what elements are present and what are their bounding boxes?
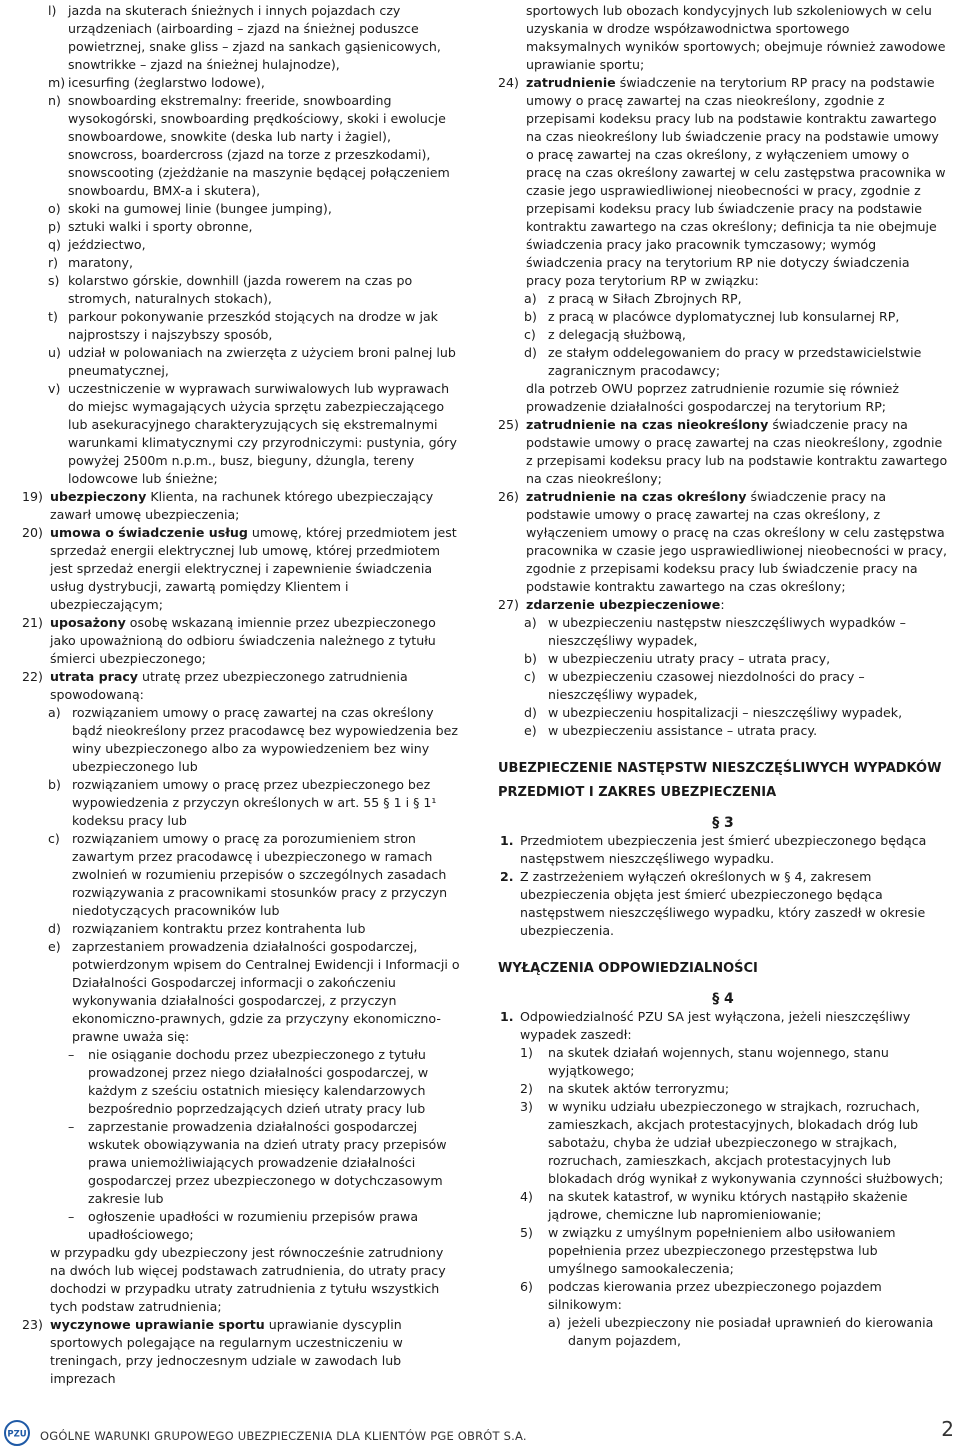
definition-27-list: [498, 614, 948, 740]
term-zdarzenie: zdarzenie ubezpieczeniowe: [526, 597, 721, 612]
list-item: b) z pracą w placówce dyplomatycznej lub konsularnej RP,: [524, 309, 900, 324]
list-item: e) zaprzestaniem prowadzenia działalności gospodarczej, potwierdzonym wpisem do Centralnej Ewidencji i Informacji o Działalności Gospodarczej informacji o zakończeniu wykonywania działalności gospodarczej, z przyczyn ekonomiczno-prawnych, gdzie za przyczyny ekonomiczno-prawne uważa się:: [48, 939, 460, 1044]
section-heading-exclusions: WYŁĄCZENIA ODPOWIEDZIALNOŚCI: [498, 961, 758, 976]
activity-item: t) parkour pokonywanie przeszkód stojących na drodze w jak najprostszy i najszybszy sposób,: [48, 309, 438, 342]
activity-item: u) udział w polowaniach na zwierzęta z użyciem broni palnej lub pneumatycznej,: [48, 345, 456, 378]
activity-item: o) skoki na gumowej linie (bungee jumping),: [48, 201, 332, 216]
dash-bullet: –: [68, 1209, 75, 1224]
paragraph-item: 2. Z zastrzeżeniem wyłączeń określonych w § 4, zakresem ubezpieczenia objęta jest śmierć ubezpieczonego będąca następstwem nieszczęśliwego wypadku, który zaszedł w okresie ubezpieczenia.: [500, 869, 926, 938]
section-heading-nnw: UBEZPIECZENIE NASTĘPSTW NIESZCZĘŚLIWYCH WYPADKÓW: [498, 761, 942, 776]
activity-item: n) snowboarding ekstremalny: freeride, snowboarding wysokogórski, snowboarding prędkościowy, skoki i ewolucje snowboardowe, snowkite (deska lub narty i żagiel), snowcross, boardercross (zjazd na torze z przeszkodami), snowscooting (zjeżdżanie na maszynie będącej połączeniem snowboardu, BMX-a i skutera),: [48, 93, 450, 198]
list-item: c) z delegacją służbową,: [524, 327, 686, 342]
activity-item: l) jazda na skuterach śnieżnych i innych pojazdach czy urządzeniach (airboarding – zjazd na śnieżnej poduszce powietrznej, snake gliss – zjazd na sankach gąsienicowych, snowtrikke – zjazd na śnieżnej hulajnodze),: [48, 3, 441, 72]
list-item: a) z pracą w Siłach Zbrojnych RP,: [524, 291, 742, 306]
definition-27: 27) zdarzenie ubezpieczeniowe:: [498, 597, 725, 612]
dash-item: – zaprzestanie prowadzenia działalności gospodarczej wskutek obowiązywania na dzień utraty pracy przepisów prawa uniemożliwiających prowadzenie działalności gospodarczej przez ubezpieczonego w dotychczasowym zakresie lub: [68, 1119, 447, 1206]
dash-item: – nie osiąganie dochodu przez ubezpieczonego z tytułu prowadzonej przez niego działalności gospodarczej, w każdym z sześciu ostatnich miesięcy kalendarzowych bezpośrednio poprzedzających dzień utraty pracy lub: [68, 1047, 429, 1116]
page-number: 2: [941, 1417, 954, 1441]
exclusion-item: 6) podczas kierowania przez ubezpieczonego pojazdem silnikowym:: [520, 1279, 882, 1312]
activity-item: v) uczestniczenie w wyprawach surwiwalowych lub wyprawach do miejsc wymagających użycia sprzętu zabezpieczającego lub asekuracyjnego charakteryzujących się ekstremalnymi warunkami klimatycznymi czy przyrodniczymi: pustynia, góry powyżej 2500m n.p.m., busz, bieguny, dżungla, tereny lodowcowe lub śnieżne;: [48, 381, 457, 486]
footer-title: OGÓLNE WARUNKI GRUPOWEGO UBEZPIECZENIA DLA KLIENTÓW PGE OBRÓT S.A.: [40, 1429, 527, 1443]
definition-23: 23) wyczynowe uprawianie sportu uprawianie dyscyplin sportowych polegające na regularnym uczestniczeniu w treningach, przy jednoczesnym udziale w zawodach lub imprezach: [22, 1317, 403, 1386]
definition-24-list: [498, 290, 948, 380]
definition-22-tail: w przypadku gdy ubezpieczony jest równocześnie zatrudniony na dwóch lub więcej podstawach zatrudnienia, do utraty pracy dochodzi w przypadku utraty zatrudnienia z tytułu wszystkich tych podstaw zatrudnienia;: [50, 1245, 446, 1314]
dash-item: – ogłoszenie upadłości w rozumieniu przepisów prawa upadłościowego;: [68, 1209, 419, 1242]
page-footer: [0, 1417, 960, 1450]
list-item: d) rozwiązaniem kontraktu przez kontrahenta lub: [48, 921, 366, 936]
paragraph-item: 1. Przedmiotem ubezpieczenia jest śmierć ubezpieczonego będąca następstwem nieszczęśliwego wypadku.: [500, 833, 927, 866]
list-item: d) ze stałym oddelegowaniem do pracy w przedstawicielstwie zagranicznym pracodawcy;: [524, 345, 922, 378]
term-zatrudnienie: zatrudnienie: [526, 75, 616, 90]
term-nieokreslony: zatrudnienie na czas nieokreślony: [526, 417, 769, 432]
term-okreslony: zatrudnienie na czas określony: [526, 489, 747, 504]
activity-item: q) jeździectwo,: [48, 237, 146, 252]
exclusion-item: 1) na skutek działań wojennych, stanu wojennego, stanu wyjątkowego;: [520, 1045, 889, 1078]
definition-24: 24) zatrudnienie świadczenie na terytorium RP pracy na podstawie umowy o pracę zawartej na czas nieokreślony, zgodnie z przepisami kodeksu pracy lub na podstawie kontraktu zawartego na czas nieokreślony lub świadczenie pracy na podstawie umowy o pracę zawartej na czas określony, z wyłączeniem umowy o pracę na czas określony zawartej w celu zastępstwa pracownika w czasie jego usprawiedliwionej nieobecności w pracy, zgodnie z przepisami kodeksu pracy lub świadczenie pracy na podstawie kontraktu zawartego na czas określony; definicja ta nie obejmuje świadczenia pracy jako pracownik tymczasowy; wymóg świadczenia pracy na terytorium RP nie dotyczy świadczenia pracy poza terytorium RP w związku:: [498, 75, 946, 288]
list-item: b) rozwiązaniem umowy o pracę przez ubezpieczonego bez wypowiedzenia z przyczyn określonych w art. 55 § 1 i § 1¹ kodeksu pracy lub: [48, 777, 437, 828]
definition-25: 25) zatrudnienie na czas nieokreślony świadczenie pracy na podstawie umowy o pracę zawartej na czas nieokreślony, zgodnie z przepisami kodeksu pracy lub na podstawie kontraktu zawartego na czas nieokreślony;: [498, 417, 948, 486]
right-column: [498, 2, 948, 1350]
definition-22: 22) utrata pracy utratę przez ubezpieczonego zatrudnienia spowodowaną:: [22, 669, 408, 702]
list-item: d) w ubezpieczeniu hospitalizacji – nieszczęśliwy wypadek,: [524, 705, 903, 720]
paragraph-4-mark: § 4: [712, 991, 734, 1007]
list-item: a) rozwiązaniem umowy o pracę zawartej na czas określony bądź nieokreślony przez pracodawcę bez wypowiedzenia bez winy ubezpieczonego albo za wypowiedzeniem bez winy ubezpieczonego lub: [48, 705, 459, 774]
definition-19: 19) ubezpieczony Klienta, na rachunek którego ubezpieczający zawarł umowę ubezpieczenia;: [22, 489, 434, 522]
list-item: e) w ubezpieczeniu assistance – utrata pracy.: [524, 723, 818, 738]
paragraph-4-intro: 1. Odpowiedzialność PZU SA jest wyłączona, jeżeli nieszczęśliwy wypadek zaszedł:: [500, 1009, 911, 1042]
activity-list: [22, 2, 462, 488]
definition-22-dashes: [22, 1046, 462, 1244]
definition-20: 20) umowa o świadczenie usług umowę, której przedmiotem jest sprzedaż energii elektrycznej lub umowę, której przedmiotem jest sprzedaż energii elektrycznej i zapewnienie świadczenia usług dystrybucji, zawartą pomiędzy Klientem i ubezpieczającym;: [22, 525, 457, 612]
definition-26: 26) zatrudnienie na czas określony świadczenie pracy na podstawie umowy o pracę zawartej na czas określony, z wyłączeniem umowy o pracę na czas określony w celu zastępstwa pracownika w czasie jego usprawiedliwionej nieobecności w pracy, zgodnie z przepisami kodeksu pracy lub świadczenie pracy na podstawie kontraktu zawartego na czas określony;: [498, 489, 947, 594]
dash-bullet: –: [68, 1047, 75, 1062]
definition-24-tail: dla potrzeb OWU poprzez zatrudnienie rozumie się również prowadzenie działalności gospodarczej na terytorium RP;: [526, 381, 899, 414]
paragraph-4-subitem: a) jeżeli ubezpieczony nie posiadał uprawnień do kierowania danym pojazdem,: [548, 1315, 934, 1348]
term-ubezpieczony: ubezpieczony: [50, 489, 147, 504]
definition-22-list: [22, 704, 462, 1046]
definition-21: 21) uposażony osobę wskazaną imiennie przez ubezpieczonego jako upoważnioną do odbioru świadczenia należnego z tytułu śmierci ubezpieczonego;: [22, 615, 436, 666]
term-uposazony: uposażony: [50, 615, 126, 630]
exclusion-item: 5) w związku z umyślnym popełnieniem albo usiłowaniem popełnienia przez ubezpieczonego przestępstwa lub umyślnego samookaleczenia;: [520, 1225, 896, 1276]
list-item: a) w ubezpieczeniu następstw nieszczęśliwych wypadków – nieszczęśliwy wypadek,: [524, 615, 906, 648]
term-umowa: umowa o świadczenie usług: [50, 525, 248, 540]
dash-bullet: –: [68, 1119, 75, 1134]
term-utrata-pracy: utrata pracy: [50, 669, 138, 684]
svg-text:PZU: PZU: [7, 1429, 27, 1440]
activity-item: p) sztuki walki i sporty obronne,: [48, 219, 253, 234]
pzu-logo-icon: [4, 1420, 30, 1446]
activity-item: m) icesurfing (żeglarstwo lodowe),: [48, 75, 265, 90]
activity-item: s) kolarstwo górskie, downhill (jazda rowerem na czas po stromych, naturalnych stokach),: [48, 273, 413, 306]
definition-23-cont: sportowych lub obozach kondycyjnych lub szkoleniowych w celu uzyskania w drodze współzawodnictwa sportowego maksymalnych wyników sportowych; obejmuje również zawodowe uprawianie sportu;: [526, 3, 946, 72]
term-wyczynowe: wyczynowe uprawianie sportu: [50, 1317, 265, 1332]
left-column: [22, 2, 462, 1388]
activity-item: r) maratony,: [48, 255, 133, 270]
paragraph-3-list: [498, 832, 948, 940]
exclusion-item: 3) w wyniku udziału ubezpieczonego w strajkach, rozruchach, zamieszkach, akcjach protestacyjnych, blokadach dróg lub sabotażu, chyba że udział ubezpieczonego w strajkach, rozruchach, zamieszkach, akcjach protestacyjnych lub blokadach dróg wynikał z wykonywania czynności służbowych;: [520, 1099, 944, 1186]
list-item: c) rozwiązaniem umowy o pracę za porozumieniem stron zawartym przez pracodawcę i ubezpieczonego w ramach zwolnień w rozumieniu przepisów o szczególnych zasadach rozwiązywania z pracownikami stosunków pracy z przyczyn niedotyczących pracowników lub: [48, 831, 448, 918]
exclusion-item: 4) na skutek katastrof, w wyniku których nastąpiło skażenie jądrowe, chemiczne lub napromieniowanie;: [520, 1189, 908, 1222]
list-item: c) w ubezpieczeniu czasowej niezdolności do pracy – nieszczęśliwy wypadek,: [524, 669, 865, 702]
section-subheading-scope: PRZEDMIOT I ZAKRES UBEZPIECZENIA: [498, 785, 777, 800]
paragraph-3-mark: § 3: [712, 815, 734, 831]
list-item: b) w ubezpieczeniu utraty pracy – utrata pracy,: [524, 651, 831, 666]
exclusion-item: 2) na skutek aktów terroryzmu;: [520, 1081, 730, 1096]
paragraph-4-list: [498, 1044, 948, 1314]
